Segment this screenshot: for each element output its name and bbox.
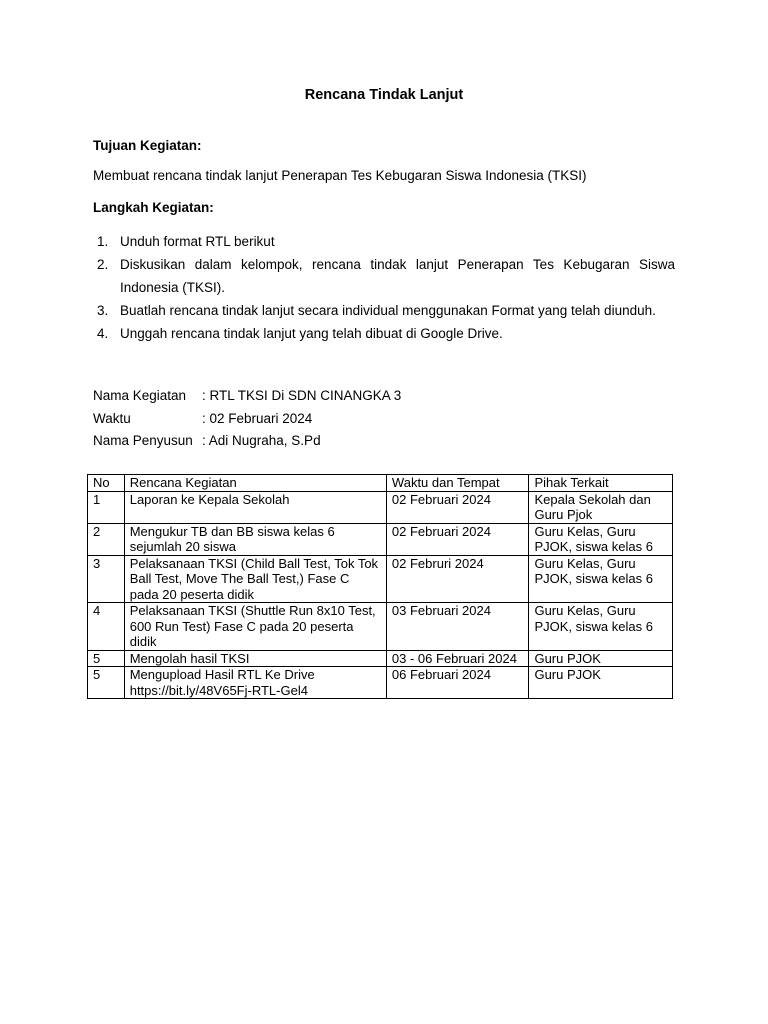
step-text: Unggah rencana tindak lanjut yang telah dibuat di Google Drive. — [120, 326, 503, 341]
table-row — [88, 523, 673, 555]
table-row — [88, 667, 673, 699]
step-text: Diskusikan dalam kelompok, rencana tindak lanjut Penerapan Tes Kebugaran Siswa Indonesia (TKSI). — [120, 257, 675, 295]
document-title: Rencana Tindak Lanjut — [304, 87, 464, 103]
info-value: : RTL TKSI Di SDN CINANGKA 3 — [202, 388, 402, 403]
cell-parties: Guru PJOK — [529, 650, 673, 667]
cell-activity: Mengolah hasil TKSI — [124, 650, 386, 667]
cell-no: 4 — [88, 603, 125, 651]
info-label: Nama Kegiatan — [93, 388, 187, 403]
step-text: Buatlah rencana tindak lanjut secara individual menggunakan Format yang telah diunduh. — [120, 303, 656, 318]
info-row-activity-name — [93, 385, 593, 408]
cell-time-place: 02 Februari 2024 — [386, 523, 529, 555]
column-header-parties: Pihak Terkait — [529, 475, 673, 492]
cell-time-place: 03 Februari 2024 — [386, 603, 529, 651]
cell-time-place: 03 - 06 Februari 2024 — [386, 650, 529, 667]
cell-parties: Guru Kelas, Guru PJOK, siswa kelas 6 — [529, 603, 673, 651]
step-number: 4. — [97, 326, 109, 341]
cell-parties: Guru PJOK — [529, 667, 673, 699]
column-header-activity: Rencana Kegiatan — [124, 475, 386, 492]
step-item — [93, 299, 675, 322]
purpose-text: Membuat rencana tindak lanjut Penerapan Tes Kebugaran Siswa Indonesia (TKSI) — [93, 168, 587, 183]
purpose-heading: Tujuan Kegiatan: — [93, 138, 202, 153]
info-row-time — [93, 408, 593, 431]
column-header-no: No — [88, 475, 125, 492]
step-number: 1. — [97, 234, 109, 249]
cell-no: 5 — [88, 667, 125, 699]
cell-activity: Mengukur TB dan BB siswa kelas 6 sejumlah 20 siswa — [124, 523, 386, 555]
steps-list — [93, 230, 675, 345]
steps-heading: Langkah Kegiatan: — [93, 200, 214, 215]
step-item — [93, 253, 675, 299]
cell-parties: Guru Kelas, Guru PJOK, siswa kelas 6 — [529, 555, 673, 603]
cell-activity: Pelaksanaan TKSI (Shuttle Run 8x10 Test, 600 Run Test) Fase C pada 20 peserta didik — [124, 603, 386, 651]
cell-no: 1 — [88, 491, 125, 523]
cell-time-place: 02 Februari 2024 — [386, 491, 529, 523]
info-label: Waktu — [93, 410, 131, 426]
cell-no: 5 — [88, 650, 125, 667]
step-item — [93, 322, 675, 345]
cell-time-place: 02 Februri 2024 — [386, 555, 529, 603]
table-row — [88, 491, 673, 523]
step-item — [93, 230, 675, 253]
cell-parties: Guru Kelas, Guru PJOK, siswa kelas 6 — [529, 523, 673, 555]
cell-parties: Kepala Sekolah dan Guru Pjok — [529, 491, 673, 523]
cell-time-place: 06 Februari 2024 — [386, 667, 529, 699]
info-value: : 02 Februari 2024 — [202, 410, 313, 426]
step-text: Unduh format RTL berikut — [120, 234, 275, 249]
step-number: 3. — [97, 303, 109, 318]
table-header-row — [88, 475, 673, 492]
info-row-author — [93, 430, 593, 453]
table-row — [88, 603, 673, 651]
step-number: 2. — [97, 257, 109, 272]
activity-info — [93, 385, 593, 453]
cell-no: 3 — [88, 555, 125, 603]
cell-no: 2 — [88, 523, 125, 555]
rtl-table — [87, 474, 673, 699]
column-header-time-place: Waktu dan Tempat — [386, 475, 529, 492]
info-value: : Adi Nugraha, S.Pd — [202, 433, 321, 448]
cell-activity: Mengupload Hasil RTL Ke Drive https://bit.ly/48V65Fj-RTL-Gel4 — [124, 667, 386, 699]
table-row — [88, 555, 673, 603]
info-label: Nama Penyusun — [93, 433, 193, 448]
table-row — [88, 650, 673, 667]
cell-activity: Laporan ke Kepala Sekolah — [124, 491, 386, 523]
cell-activity: Pelaksanaan TKSI (Child Ball Test, Tok Tok Ball Test, Move The Ball Test,) Fase C pada 20 peserta didik — [124, 555, 386, 603]
